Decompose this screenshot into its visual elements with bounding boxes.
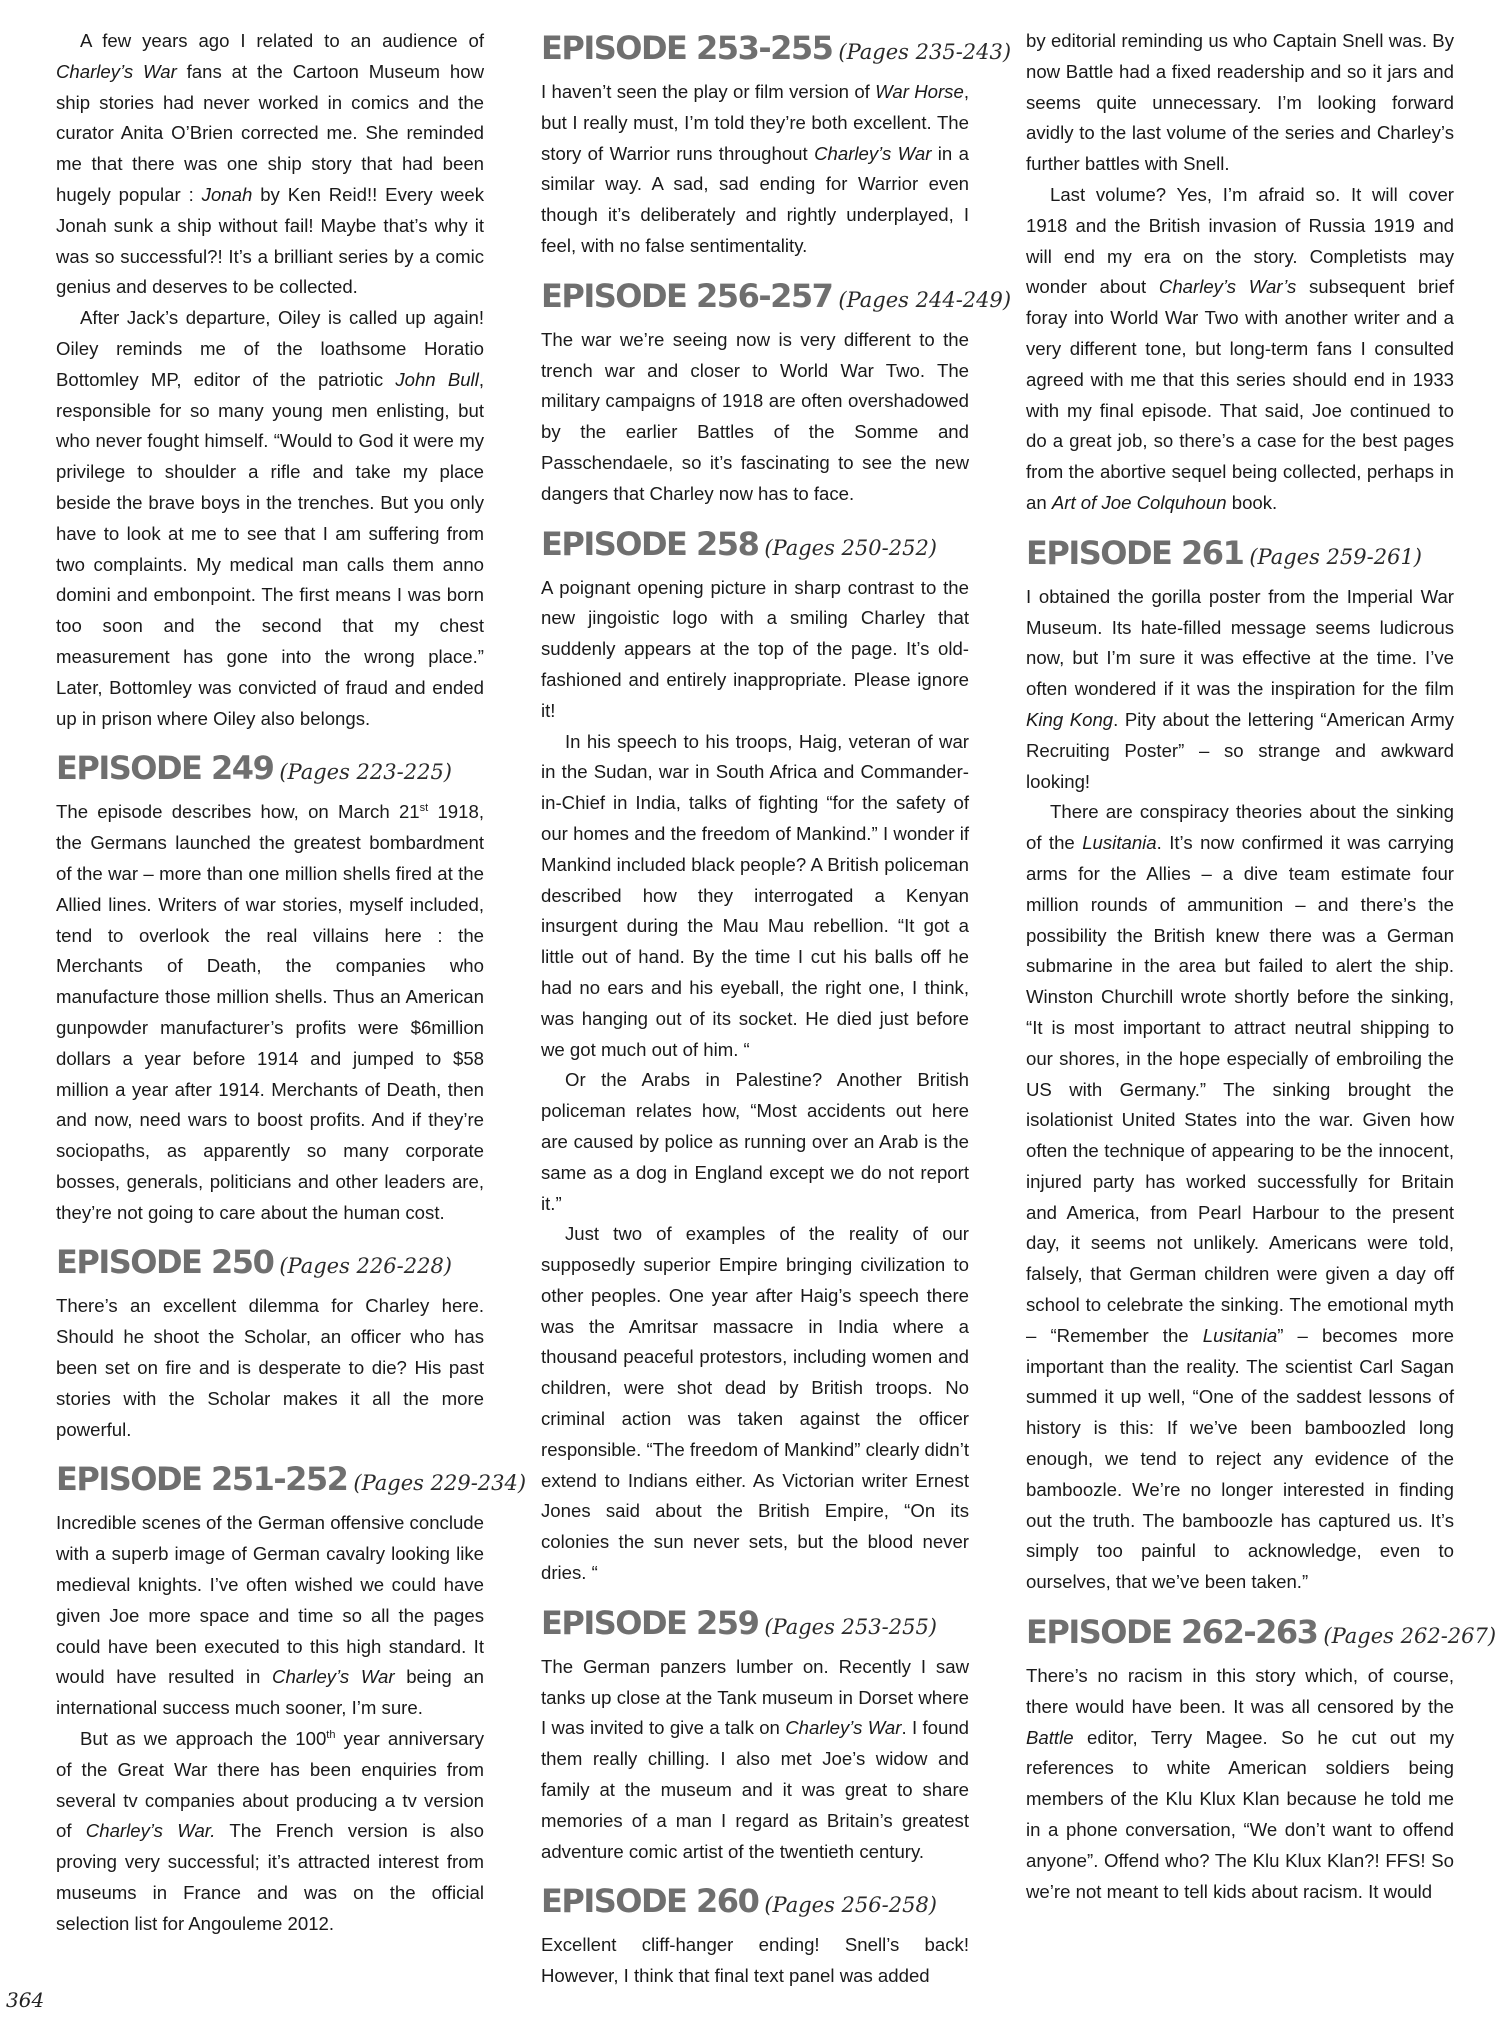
episode-title: EPISODE 260 bbox=[541, 1882, 759, 1921]
episode-heading bbox=[541, 1601, 969, 1652]
paragraph: The episode describes how, on March 21st 1918, the Germans launched the greatest bombardment of the war – more than one million shells fired at the Allied lines. Writers of war stories, myself included, tend to overlook the real villains here : the Merchants of Death, the companies who manufacture those million shells. Thus an American gunpowder manufacturer’s profits were $6million dollars a year before 1914 and jumped to $58 million a year after 1914. Merchants of Death, then and now, need wars to boost profits. And if they’re sociopaths, as apparently so many corporate bosses, generals, politicians and other leaders are, they’re not going to care about the human cost. bbox=[56, 801, 484, 1223]
paragraph: In his speech to his troops, Haig, veteran of war in the Sudan, war in South Africa and Commander-in-Chief in India, talks of fighting “for the safety of our homes and the freedom of Mankind.” I wonder if Mankind included black people? A British policeman described how they interrogated a Kenyan insurgent during the Mau Mau rebellion. “It got a little out of hand. By the time I cut his balls off he had no ears and his eyeball, the right one, I think, was hanging out of its socket. He died just before we got much out of him. “ bbox=[541, 730, 969, 1060]
episode-title: EPISODE 262-263 bbox=[1026, 1613, 1318, 1652]
page-number: 364 bbox=[6, 1988, 45, 2012]
paragraph: I obtained the gorilla poster from the Imperial War Museum. Its hate-filled message seems ludicrous now, but I’m sure it was effective at the time. I’ve often wondered if it was the inspiration for the film King Kong. Pity about the lettering “American Army Recruiting Poster” – so strange and awkward looking! bbox=[1026, 585, 1454, 792]
paragraph: Last volume? Yes, I’m afraid so. It will cover 1918 and the British invasion of Russia 1919 and will end my era on the story. Completists may wonder about Charley’s War’s subsequent brief foray into World War Two with another writer and a very different tone, but long-term fans I consulted agreed with me that this series should end in 1933 with my final episode. That said, Joe continued to do a great job, so there’s a case for the best pages from the abortive sequel being collected, perhaps in an Art of Joe Colquhoun book. bbox=[1026, 183, 1454, 513]
episode-pages: (Pages 244-249) bbox=[838, 287, 1012, 312]
column-middle bbox=[541, 26, 1012, 1992]
paragraph: by editorial reminding us who Captain Snell was. By now Battle had a fixed readership and so it jars and seems quite unnecessary. I’m looking forward avidly to the last volume of the series and Charley’s further battles with Snell. bbox=[1026, 30, 1454, 175]
episode-pages: (Pages 235-243) bbox=[838, 40, 1012, 64]
paragraph: There’s an excellent dilemma for Charley here. Should he shoot the Scholar, an officer who has been set on fire and is desperate to die? His past stories with the Scholar makes it all the more powerful. bbox=[56, 1295, 484, 1440]
episode-pages: (Pages 223-225) bbox=[279, 760, 453, 785]
episode-heading bbox=[56, 1240, 484, 1291]
paragraph: After Jack’s departure, Oiley is called up again! Oiley reminds me of the loathsome Horatio Bottomley MP, editor of the patriotic John Bull, responsible for so many young men enlisting, but who never fought himself. “Would to God it were my privilege to shoulder a rifle and take my place beside the brave boys in the trenches. But you only have to look at me to see that I am suffering from two complaints. My medical man calls them anno domini and embonpoint. The first means I was born too soon and the second that my chest measurement has gone into the wrong place.” Later, Bottomley was convicted of fraud and ended up in prison where Oiley also belongs. bbox=[56, 307, 484, 729]
paragraph: There are conspiracy theories about the sinking of the Lusitania. It’s now confirmed it was carrying arms for the Allies – a dive team estimate four million rounds of ammunition – and there’s the possibility the British knew there was a German submarine in the area but failed to alert the ship. Winston Churchill wrote shortly before the sinking, “It is most important to attract neutral shipping to our shores, in the hope especially of embroiling the US with Germany.” The sinking brought the isolationist United States into the war. Given how often the technique of appearing to be the innocent, injured party has worked successfully for Britain and America, from Pearl Harbour to the present day, it seems not unlikely. Americans were told, falsely, that German children were given a day off school to celebrate the sinking. The emotional myth – “Remember the Lusitania” – becomes more important than the reality. The scientist Carl Sagan summed it up well, “One of the saddest lessons of history is this: If we’ve been bamboozled long enough, we tend to reject any evidence of the bamboozle. We’re no longer interested in finding out the truth. The bamboozle has captured us. It’s simply too painful to acknowledge, even to ourselves, that we’ve been taken.” bbox=[1026, 801, 1455, 1593]
paragraph: The war we’re seeing now is very different to the trench war and closer to World War Two. The military campaigns of 1918 are often overshadowed by the earlier Battles of the Somme and Passchendaele, so it’s fascinating to see the new dangers that Charley now has to face. bbox=[541, 328, 969, 504]
episode-title: EPISODE 251-252 bbox=[56, 1460, 348, 1499]
paragraph: The German panzers lumber on. Recently I saw tanks up close at the Tank museum in Dorset where I was invited to give a talk on Charley’s War. I found them really chilling. I also met Joe’s widow and family at the museum and it was great to share memories of a man I regard as Britain’s greatest adventure comic artist of the twentieth century. bbox=[541, 1655, 969, 1862]
episode-title: EPISODE 250 bbox=[56, 1243, 274, 1282]
episode-heading bbox=[56, 746, 484, 797]
paragraph: But as we approach the 100th year anniversary of the Great War there has been enquiries from several tv companies about producing a tv version of Charley’s War. The French version is also proving very successful; it’s attracted interest from museums in France and was on the official selection list for Angouleme 2012. bbox=[56, 1728, 484, 1934]
paragraph: Incredible scenes of the German offensive conclude with a superb image of German cavalry looking like medieval knights. I’ve often wished we could have given Joe more space and time so all the pages could have been executed to this high standard. It would have resulted in Charley’s War being an international success much sooner, I’m sure. bbox=[56, 1512, 485, 1719]
episode-title: EPISODE 256-257 bbox=[541, 276, 833, 315]
episode-pages: (Pages 250-252) bbox=[764, 535, 938, 560]
paragraph: Or the Arabs in Palestine? Another British policeman relates how, “Most accidents out here are caused by police as running over an Arab is the same as a dog in England except we do not report it.” bbox=[541, 1069, 969, 1214]
episode-title: EPISODE 258 bbox=[541, 524, 759, 563]
episode-heading bbox=[541, 522, 969, 573]
paragraph: I haven’t seen the play or film version of War Horse, but I really must, I’m told they’re both excellent. The story of Warrior runs throughout Charley’s War in a similar way. A sad, sad ending for Warrior even though it’s deliberately and rightly underplayed, I feel, with no false sentimentality. bbox=[541, 81, 970, 256]
episode-heading bbox=[1026, 1610, 1497, 1661]
episode-pages: (Pages 262-267) bbox=[1323, 1624, 1497, 1649]
episode-heading bbox=[541, 26, 1012, 77]
episode-title: EPISODE 253-255 bbox=[541, 29, 833, 67]
episode-pages: (Pages 253-255) bbox=[764, 1614, 938, 1639]
episode-pages: (Pages 256-258) bbox=[764, 1893, 938, 1918]
paragraph: A few years ago I related to an audience of Charley’s War fans at the Cartoon Museum how ship stories had never worked in comics and the curator Anita O’Brien corrected me. She reminded me that there was one ship story that had been hugely popular : Jonah by Ken Reid!! Every week Jonah sunk a ship without fail! Maybe that’s why it was so successful?! It’s a brilliant series by a comic genius and deserves to be collected. bbox=[56, 30, 485, 298]
column-right bbox=[1026, 26, 1497, 1907]
episode-heading bbox=[1026, 531, 1454, 582]
episode-heading bbox=[541, 1879, 969, 1930]
paragraph: Just two of examples of the reality of our supposedly superior Empire bringing civilization to other peoples. One year after Haig’s speech there was the Amritsar massacre in India where a thousand peaceful protestors, including women and children, were shot dead by British troops. No criminal action was taken against the officer responsible. “The freedom of Mankind” clearly didn’t extend to Indians either. As Victorian writer Ernest Jones said about the British Empire, “On its colonies the sun never sets, but the blood never dries. “ bbox=[541, 1223, 969, 1584]
episode-heading bbox=[56, 1457, 527, 1508]
episode-pages: (Pages 226-228) bbox=[279, 1254, 453, 1279]
episode-title: EPISODE 261 bbox=[1026, 533, 1244, 572]
episode-title: EPISODE 259 bbox=[541, 1603, 759, 1642]
paragraph: A poignant opening picture in sharp contrast to the new jingoistic logo with a smiling Charley that suddenly appears at the top of the page. It’s old-fashioned and entirely inappropriate. Please ignore it! bbox=[541, 576, 969, 721]
paragraph: There’s no racism in this story which, of course, there would have been. It was all censored by the Battle editor, Terry Magee. So he cut out my references to white American soldiers being members of the Klu Klux Klan because he told me in a phone conversation, “We don’t want to offend anyone”. Offend who? The Klu Klux Klan?! FFS! So we’re not meant to tell kids about racism. It would bbox=[1026, 1665, 1454, 1902]
paragraph: Excellent cliff-hanger ending! Snell’s back! However, I think that final text panel was added bbox=[541, 1934, 969, 1987]
episode-heading bbox=[541, 274, 1012, 325]
episode-pages: (Pages 259-261) bbox=[1249, 544, 1423, 569]
column-left bbox=[56, 26, 527, 1940]
episode-pages: (Pages 229-234) bbox=[353, 1471, 527, 1496]
episode-title: EPISODE 249 bbox=[56, 749, 274, 788]
